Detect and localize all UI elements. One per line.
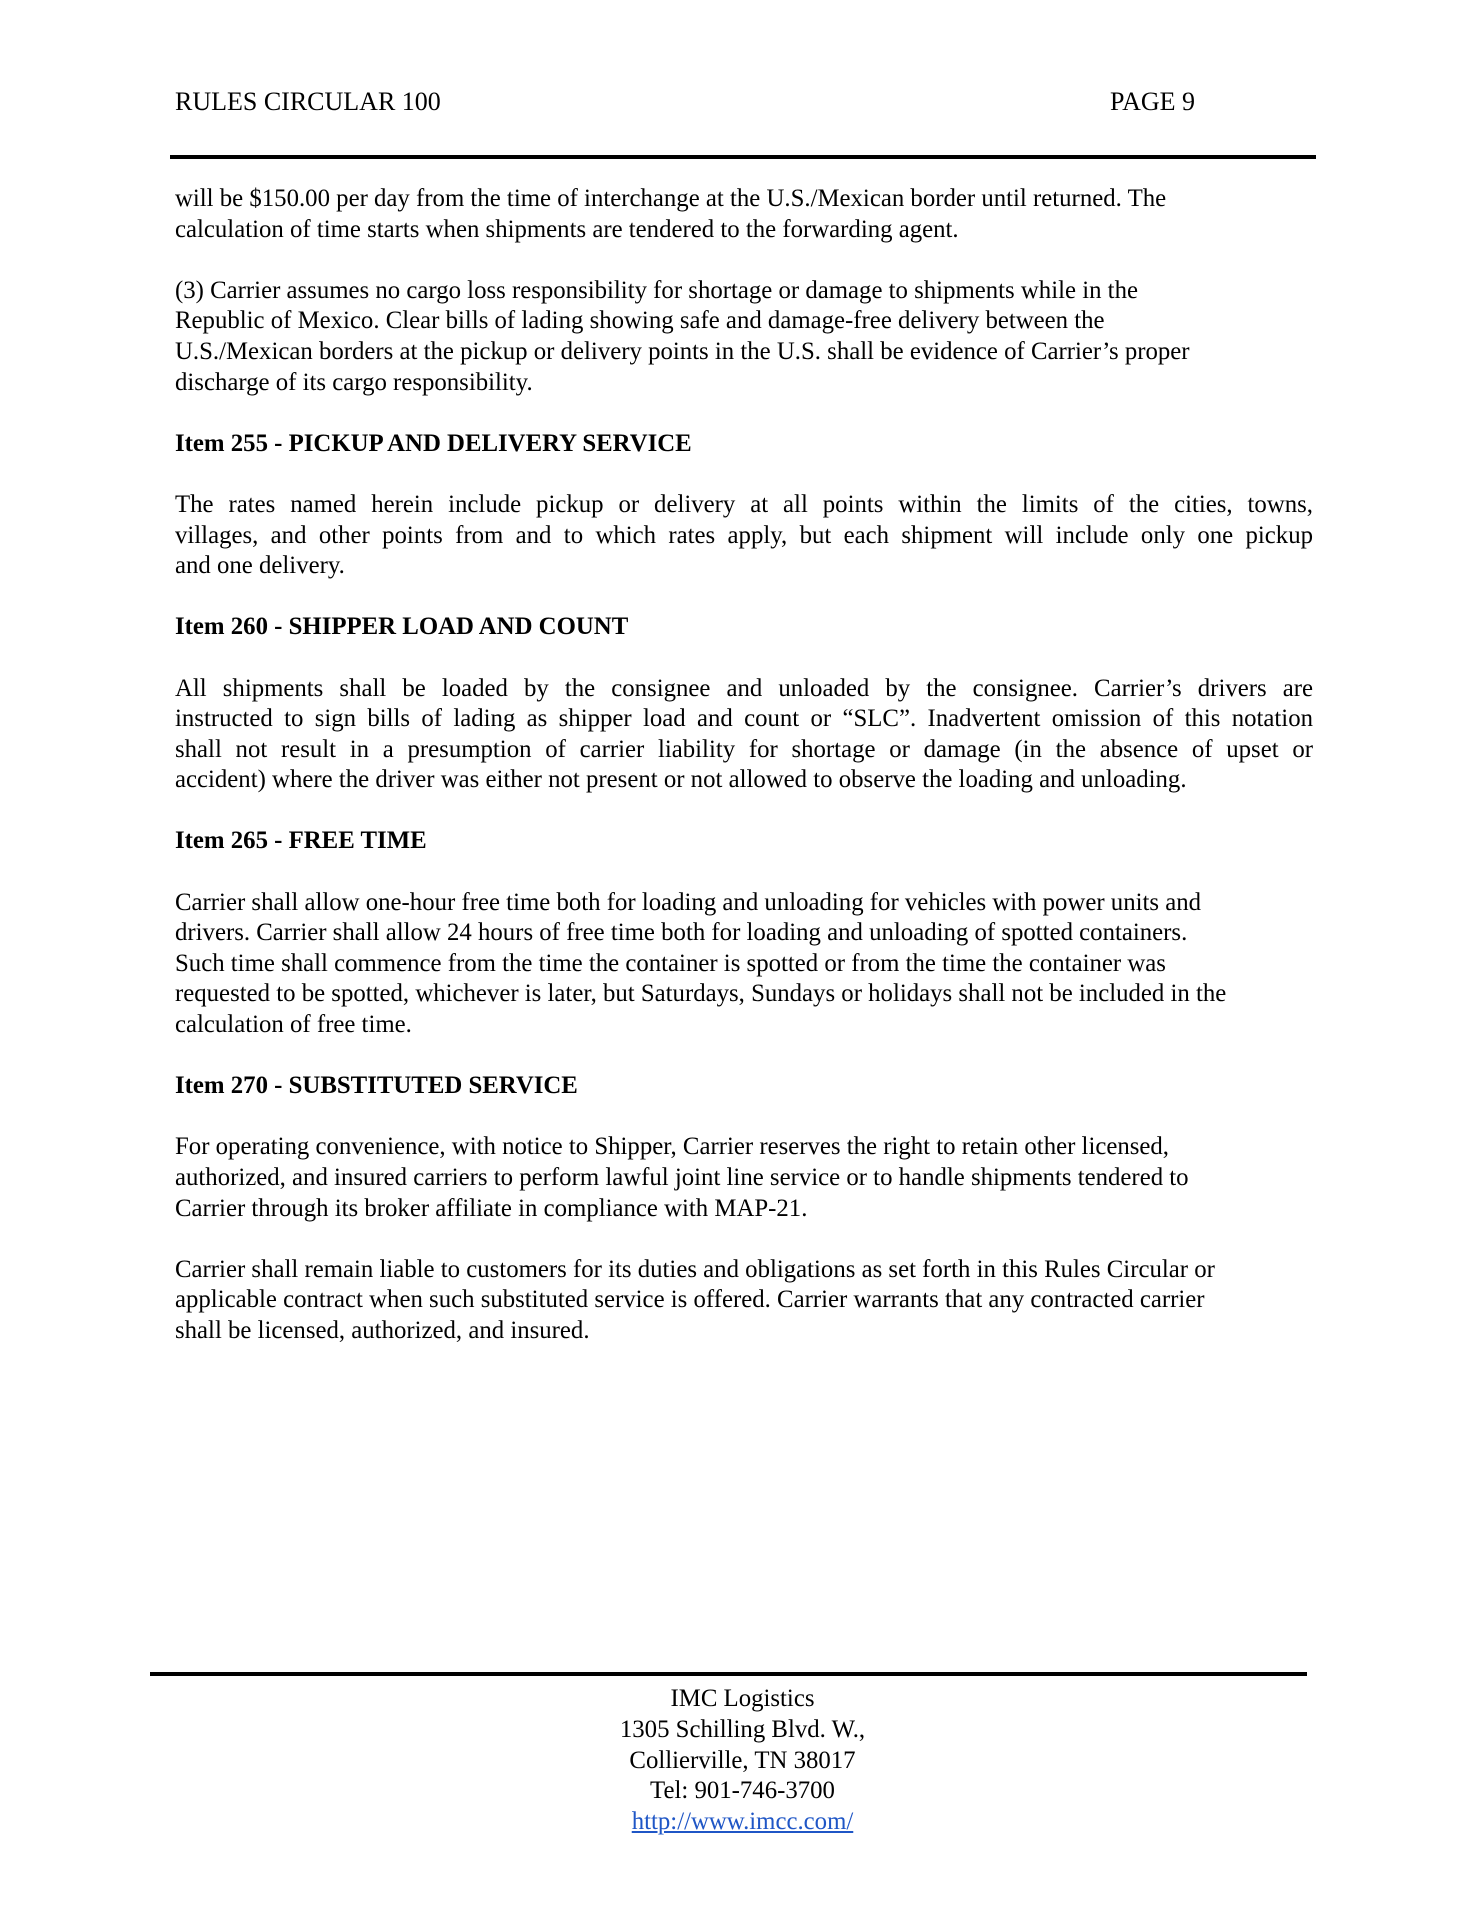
text-line: calculation of time starts when shipments are tendered to the forwarding agent. [175,215,959,243]
item-255-paragraph [175,490,1313,582]
item-255-heading: Item 255 - PICKUP AND DELIVERY SERVICE [175,429,692,457]
footer-company: IMC Logistics [670,1685,815,1712]
text-line: Carrier shall allow one-hour free time both for loading and unloading for vehicles with power units and [175,888,1202,916]
text-line: shall not result in a presumption of carrier liability for shortage or damage (in the absence of upset or [175,735,1313,763]
text-line: All shipments shall be loaded by the consignee and unloaded by the consignee. Carrier’s drivers are [175,674,1313,702]
text-line: (3) Carrier assumes no cargo loss responsibility for shortage or damage to shipments while in the [175,276,1138,304]
item-270-heading: Item 270 - SUBSTITUTED SERVICE [175,1072,578,1100]
text-line: The rates named herein include pickup or delivery at all points within the limits of the cities, towns, [175,490,1313,518]
text-line: instructed to sign bills of lading as shipper load and count or “SLC”. Inadvertent omission of this notation [175,705,1313,733]
document-body [175,184,1313,1377]
text-line: discharge of its cargo responsibility. [175,368,533,396]
text-line: authorized, and insured carriers to perform lawful joint line service or to handle shipments tendered to [175,1164,1189,1191]
text-line: villages, and other points from and to which rates apply, but each shipment will include only one pickup [175,521,1313,549]
footer [490,1684,995,1838]
header-title: RULES CIRCULAR 100 [175,87,441,116]
text-line: applicable contract when such substituted service is offered. Carrier warrants that any contracted carrier [175,1286,1205,1314]
footer-rule [150,1672,1307,1676]
text-line: shall be licensed, authorized, and insured. [175,1316,590,1344]
text-line: Such time shall commence from the time the container is spotted or from the time the container was [175,949,1166,977]
text-line: calculation of free time. [175,1011,412,1039]
item-270-paragraph-1 [175,1132,1313,1224]
text-line: will be $150.00 per day from the time of interchange at the U.S./Mexican border until returned. The [175,185,1167,212]
text-line: Republic of Mexico. Clear bills of lading showing safe and damage-free delivery between the [175,307,1105,335]
text-line: U.S./Mexican borders at the pickup or delivery points in the U.S. shall be evidence of Carrier’s proper [175,337,1190,365]
text-line: For operating convenience, with notice to Shipper, Carrier reserves the right to retain other licensed, [175,1133,1169,1161]
text-line: accident) where the driver was either not present or not allowed to observe the loading and unloading. [175,766,1187,794]
continued-paragraph [175,184,1313,245]
item-260-paragraph [175,674,1313,796]
text-line: Carrier through its broker affiliate in compliance with MAP-21. [175,1194,808,1222]
text-line: Carrier shall remain liable to customers for its duties and obligations as set forth in this Rules Circular or [175,1255,1215,1283]
footer-address-line-2: Collierville, TN 38017 [629,1746,856,1774]
item-265-paragraph [175,888,1313,1041]
text-line: and one delivery. [175,552,345,580]
text-line: requested to be spotted, whichever is later, but Saturdays, Sundays or holidays shall not be included in the [175,980,1227,1008]
cargo-responsibility-paragraph [175,276,1313,398]
item-270-paragraph-2 [175,1255,1313,1347]
text-line: drivers. Carrier shall allow 24 hours of free time both for loading and unloading of spotted containers. [175,919,1188,947]
item-260-heading: Item 260 - SHIPPER LOAD AND COUNT [175,613,629,641]
footer-address-line-1: 1305 Schilling Blvd. W., [619,1715,866,1743]
item-265-heading: Item 265 - FREE TIME [175,827,427,855]
footer-phone: Tel: 901-746-3700 [650,1777,835,1805]
header-rule [170,155,1316,159]
header-page-number: PAGE 9 [1110,87,1196,116]
footer-website-link[interactable]: http://www.imcc.com/ [631,1808,854,1836]
